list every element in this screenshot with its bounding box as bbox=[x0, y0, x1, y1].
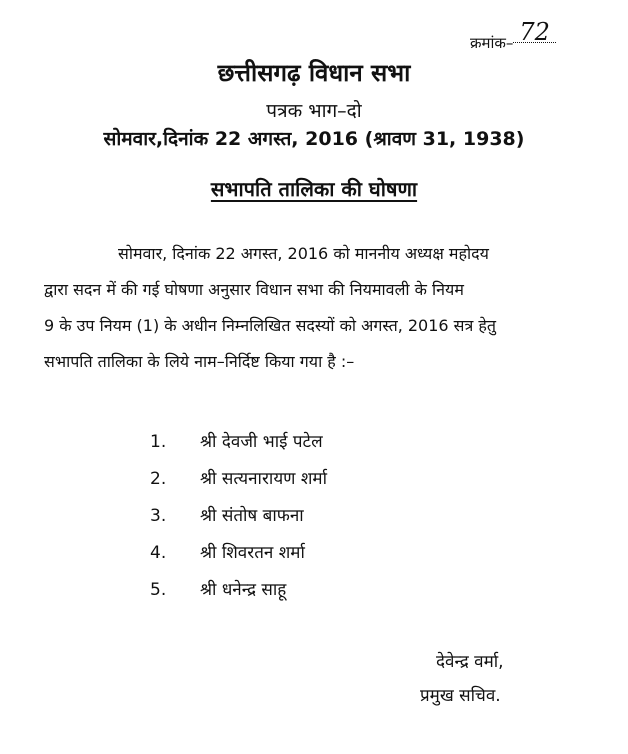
item-number: 5. bbox=[150, 580, 167, 600]
list-item bbox=[0, 498, 628, 535]
member-name: श्री सत्यनारायण शर्मा bbox=[200, 469, 328, 489]
serial-label: क्रमांक– bbox=[470, 34, 514, 52]
assembly-title: छत्तीसगढ़ विधान सभा bbox=[217, 59, 411, 87]
signatory-name: देवेन्द्र वर्मा, bbox=[436, 652, 504, 672]
body-line-1: सोमवार, दिनांक 22 अगस्त, 2016 को माननीय अध्यक्ष महोदय bbox=[118, 244, 489, 263]
member-name: श्री संतोष बाफना bbox=[200, 506, 304, 526]
serial-number bbox=[470, 18, 556, 53]
signatory-designation: प्रमुख सचिव. bbox=[420, 686, 501, 706]
member-name: श्री शिवरतन शर्मा bbox=[200, 543, 305, 563]
member-name: श्री देवजी भाई पटेल bbox=[200, 432, 323, 452]
list-item bbox=[0, 572, 628, 609]
subject-heading bbox=[0, 175, 628, 202]
item-number: 4. bbox=[150, 543, 167, 563]
list-item bbox=[0, 424, 628, 461]
list-item bbox=[0, 535, 628, 572]
list-item bbox=[0, 461, 628, 498]
subject-text: सभापति तालिका की घोषणा bbox=[210, 177, 418, 201]
body-line-2: द्वारा सदन में की गई घोषणा अनुसार विधान सभा की नियमावली के नियम bbox=[44, 280, 464, 299]
item-number: 3. bbox=[150, 506, 167, 526]
serial-value: 72 bbox=[513, 22, 556, 43]
item-number: 2. bbox=[150, 469, 167, 489]
item-number: 1. bbox=[150, 432, 167, 452]
member-name: श्री धनेन्द्र साहू bbox=[200, 580, 287, 600]
bulletin-part: पत्रक भाग–दो bbox=[266, 100, 362, 122]
date-line: सोमवार,दिनांक 22 अगस्त, 2016 (श्रावण 31, 1938) bbox=[103, 128, 525, 150]
member-list bbox=[0, 424, 628, 609]
body-line-3: 9 के उप नियम (1) के अधीन निम्नलिखित सदस्यों को अगस्त, 2016 सत्र हेतु bbox=[44, 316, 497, 335]
body-line-4: सभापति तालिका के लिये नाम–निर्दिष्ट किया गया है :– bbox=[44, 352, 355, 371]
